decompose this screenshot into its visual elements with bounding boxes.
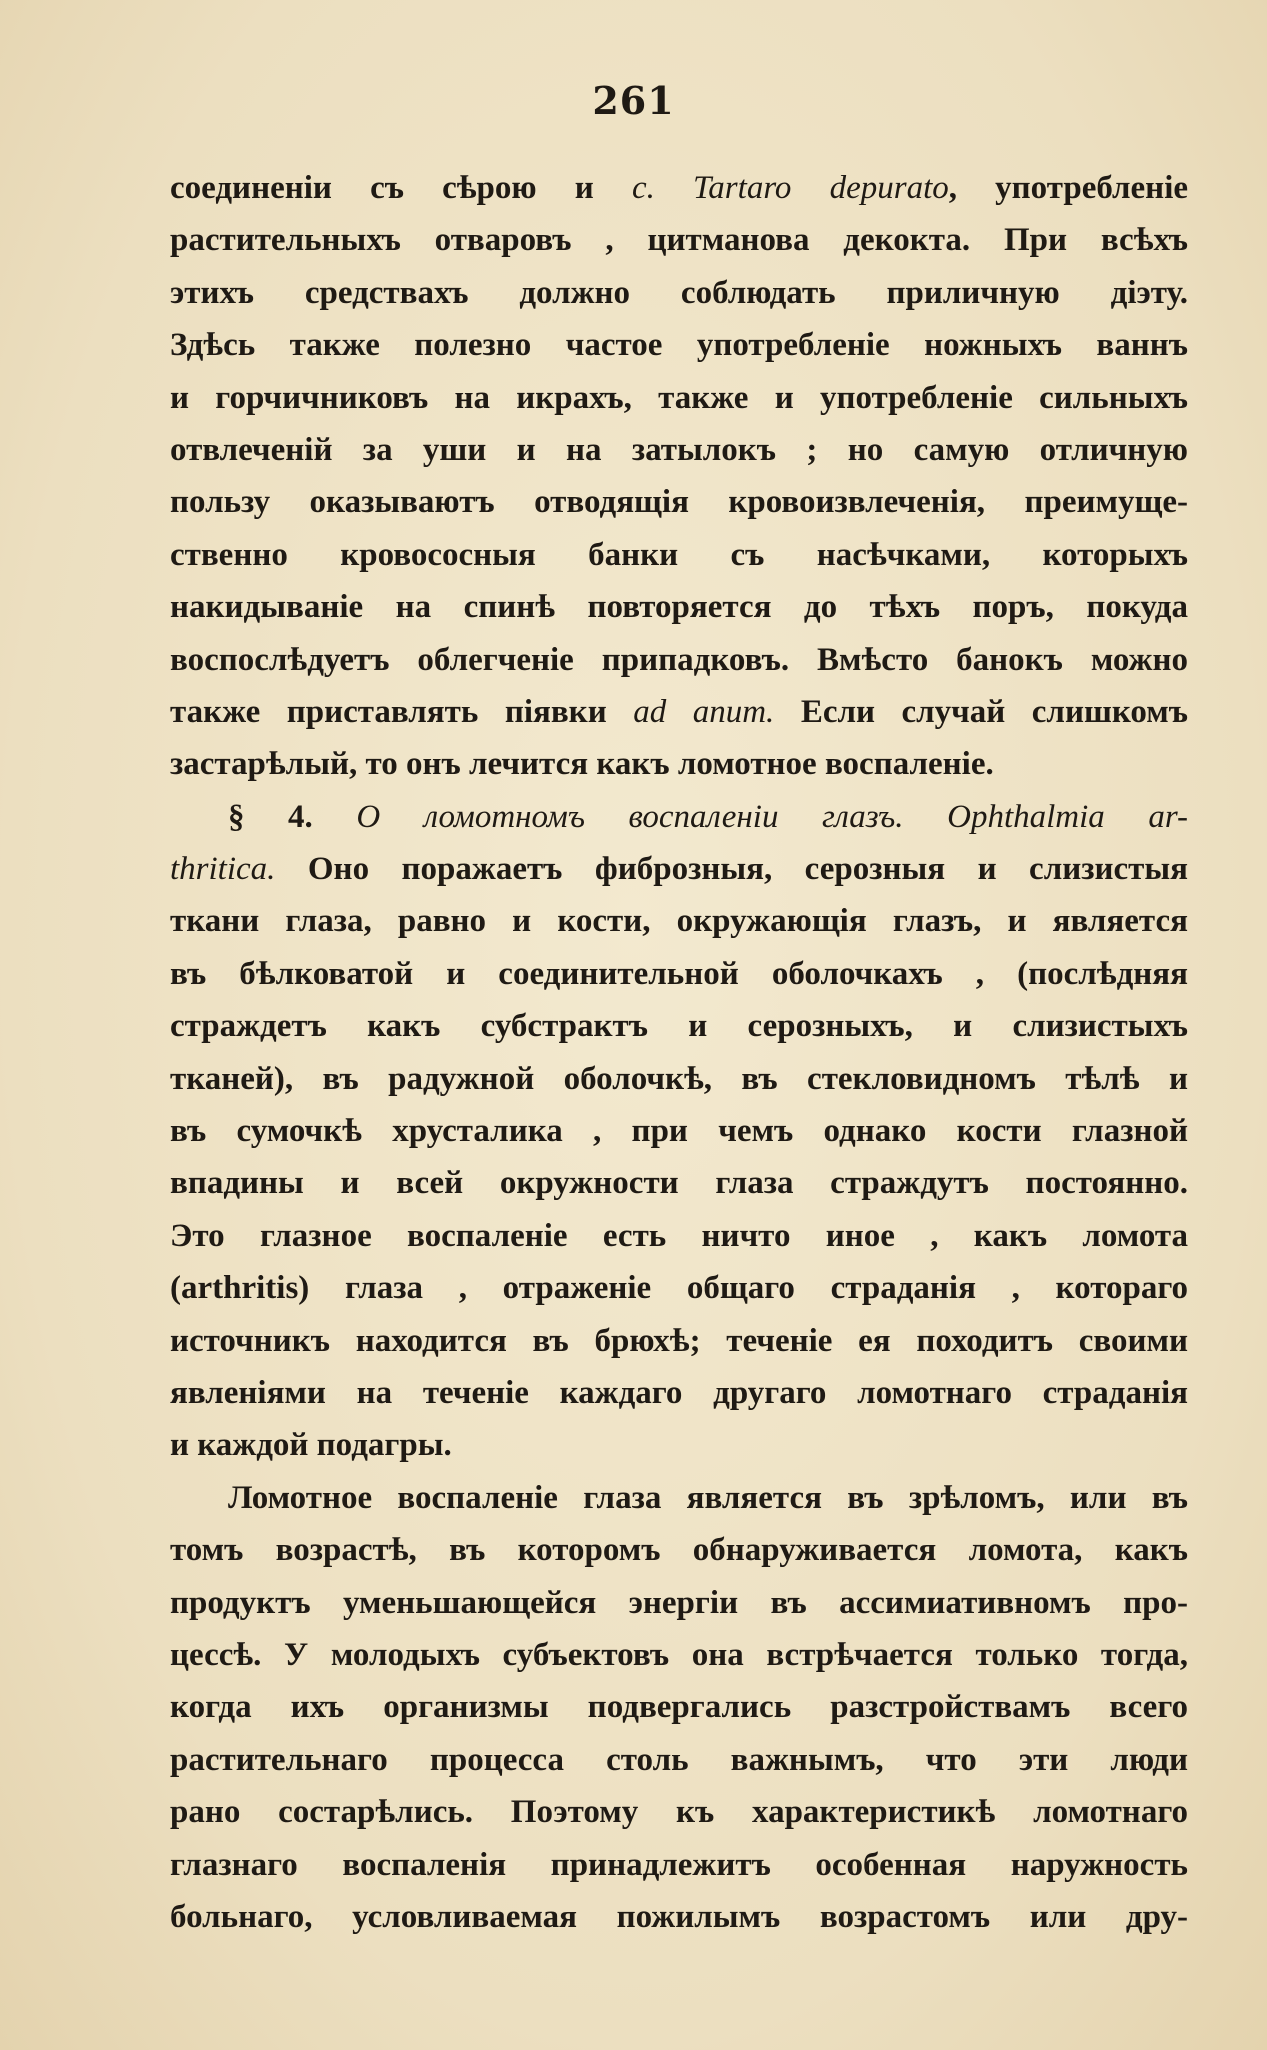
text-span: растительнаго процесса столь важнымъ, что эти люди <box>170 1741 1188 1778</box>
text-line <box>170 581 1188 633</box>
text-line <box>170 1839 1188 1891</box>
text-line <box>170 529 1188 581</box>
italic-text: thritica. <box>170 851 276 888</box>
text-line <box>170 1577 1188 1629</box>
text-line <box>170 1419 1188 1471</box>
text-span: соединенiи съ сѣрою и <box>170 170 632 206</box>
text-span: этихъ средствахъ должно соблюдать приличную дiэту. <box>170 274 1188 311</box>
text-line <box>170 1681 1188 1733</box>
text-span: пользу оказываютъ отводящiя кровоизвлеченiя, преимуще- <box>170 484 1188 521</box>
text-line <box>170 319 1188 371</box>
italic-text: О ломотномъ воспаленiи глазъ. Ophthalmia ar- <box>356 798 1188 835</box>
text-line <box>170 1157 1188 1209</box>
text-span: въ бѣлковатой и соединительной оболочкахъ , (послѣдняя <box>170 955 1188 992</box>
text-line <box>170 1891 1188 1943</box>
text-line <box>170 1210 1188 1262</box>
text-span: и горчичниковъ на икрахъ, также и употребленiе сильныхъ <box>170 379 1188 416</box>
text-span: также приставлять пiявки <box>170 693 634 730</box>
text-span: рано состарѣлись. Поэтому къ характеристикѣ ломотнаго <box>170 1794 1188 1831</box>
text-line <box>170 267 1188 319</box>
text-line <box>170 634 1188 686</box>
text-line <box>170 1629 1188 1681</box>
text-span: Здѣсь также полезно частое употребленiе ножныхъ ваннъ <box>170 327 1188 364</box>
body-text <box>170 162 1188 1943</box>
text-line <box>170 1786 1188 1838</box>
text-line <box>170 1315 1188 1367</box>
text-line <box>170 162 1188 214</box>
text-line <box>170 738 1188 790</box>
text-span: отвлеченiй за уши и на затылокъ ; но самую отличную <box>170 431 1188 468</box>
text-span: больнаго, условливаемая пожилымъ возрастомъ или дру- <box>170 1898 1188 1935</box>
text-span: впадины и всей окружности глаза страждутъ постоянно. <box>170 1165 1188 1202</box>
text-span: продуктъ уменьшающейся энергiи въ ассимиативномъ про- <box>170 1584 1188 1621</box>
text-span: тканей), въ радужной оболочкѣ, въ стекловидномъ тѣлѣ и <box>170 1060 1188 1097</box>
text-line <box>170 948 1188 1000</box>
text-line <box>170 1472 1188 1524</box>
text-line <box>170 372 1188 424</box>
text-span: источникъ находится въ брюхѣ; теченiе ея походитъ своими <box>170 1322 1188 1359</box>
text-line <box>170 1524 1188 1576</box>
text-span: застарѣлый, то онъ лечится какъ ломотное воспаленiе. <box>170 746 994 783</box>
text-line <box>170 1053 1188 1105</box>
text-span: § 4. <box>228 798 357 835</box>
text-span: воспослѣдуетъ облегченiе припадковъ. Вмѣсто банокъ можно <box>170 641 1188 678</box>
text-span: ткани глаза, равно и кости, окружающiя глазъ, и является <box>170 903 1188 940</box>
text-span: въ сумочкѣ хрусталика , при чемъ однако кости глазной <box>170 1113 1188 1150</box>
text-span: Оно поражаетъ фиброзныя, серозныя и слизистыя <box>275 851 1188 888</box>
text-span: Ломотное воспаленiе глаза является въ зрѣломъ, или въ <box>228 1479 1188 1516</box>
text-span: томъ возрастѣ, въ которомъ обнаруживается ломота, какъ <box>170 1532 1188 1569</box>
text-line <box>170 476 1188 528</box>
text-line <box>170 843 1188 895</box>
text-line <box>170 1262 1188 1314</box>
text-line <box>170 214 1188 266</box>
text-line <box>170 1000 1188 1052</box>
text-span: и каждой подагры. <box>170 1427 452 1464</box>
page-number: 261 <box>592 78 675 123</box>
text-span: , употребленiе <box>948 170 1189 206</box>
text-span: когда ихъ организмы подвергались разстройствамъ всего <box>170 1689 1188 1726</box>
text-line <box>170 1367 1188 1419</box>
text-span: Это глазное воспаленiе есть ничто иное , какъ ломота <box>170 1217 1188 1254</box>
text-span: явленiями на теченiе каждаго другаго ломотнаго страданiя <box>170 1374 1188 1411</box>
italic-text: с. Tartaro depurato <box>631 170 949 206</box>
text-span: глазнаго воспаленiя принадлежитъ особенная наружность <box>170 1846 1188 1883</box>
text-line <box>170 895 1188 947</box>
text-line <box>170 686 1188 738</box>
text-span: страждетъ какъ субстрактъ и серозныхъ, и слизистыхъ <box>170 1008 1188 1045</box>
italic-text: ad anum. <box>633 693 775 730</box>
text-line <box>170 1105 1188 1157</box>
text-line <box>170 791 1188 843</box>
text-span: Если случай слишкомъ <box>774 693 1188 730</box>
text-span: растительныхъ отваровъ , цитманова декокта. При всѣхъ <box>170 222 1188 259</box>
text-line <box>170 1734 1188 1786</box>
text-span: накидыванiе на спинѣ повторяется до тѣхъ поръ, покуда <box>170 589 1188 626</box>
text-span: (arthritis) глаза , отраженiе общаго страданiя , котораго <box>170 1270 1188 1307</box>
text-span: цессѣ. У молодыхъ субъектовъ она встрѣчается только тогда, <box>170 1636 1188 1673</box>
text-line <box>170 424 1188 476</box>
text-span: ственно кровососныя банки съ насѣчками, которыхъ <box>170 536 1188 573</box>
